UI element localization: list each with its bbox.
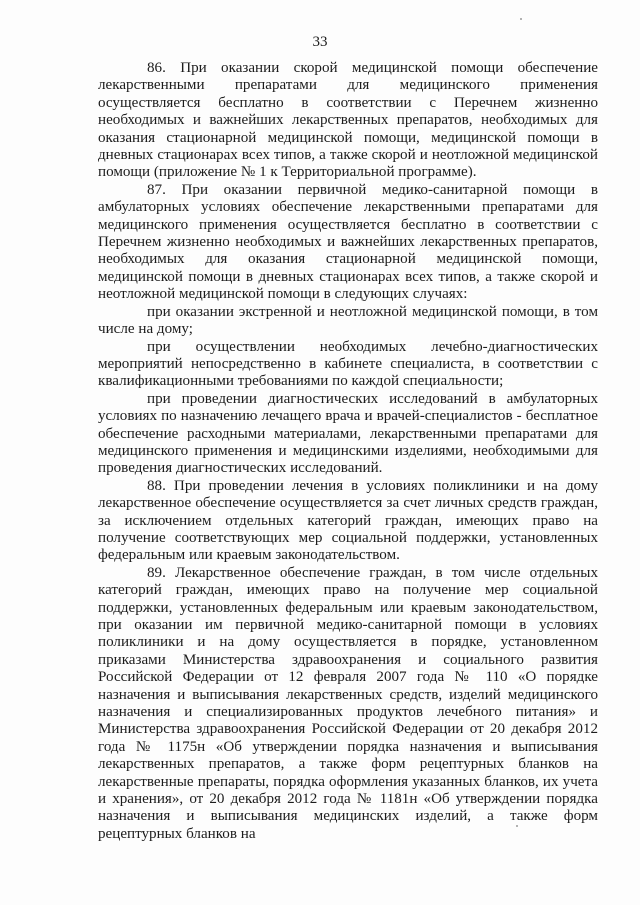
paragraph-87-case-emergency: при оказании экстренной и неотложной медицинской помощи, в том числе на дому; — [98, 303, 598, 338]
paragraph-87: 87. При оказании первичной медико-санитарной помощи в амбулаторных условиях обеспечение лекарственными препаратами для медицинского применения осуществляется бесплатно в соответствии с Перечнем жизненно необходимых и важнейших лекарственных препаратов, необходимых для оказания стационарной медицинской помощи, медицинской помощи в дневных стационарах всех типов, а также скорой и неотложной медицинской помощи в следующих случаях: — [98, 181, 598, 303]
paragraph-87-case-diagnostics: при проведении диагностических исследований в амбулаторных условиях по назначению лечащего врача и врачей-специалистов - бесплатное обеспечение расходными материалами, лекарственными препаратами для медицинского применения и медицинскими изделиями, необходимыми для проведения диагностических исследований. — [98, 390, 598, 477]
scan-speck — [516, 825, 518, 827]
scan-speck — [520, 18, 522, 20]
paragraph-89: 89. Лекарственное обеспечение граждан, в том числе отдельных категорий граждан, имеющих право на получение мер социальной поддержки, установленных федеральным или краевым законодательством, при оказании им первичной медико-санитарной помощи в условиях поликлиники и на дому осуществляется в порядке, установленном приказами Министерства здравоохранения и социального развития Российской Федерации от 12 февраля 2007 года № 110 «О порядке назначения и выписывания лекарственных средств, изделий медицинского назначения и специализированных продуктов лечебного питания» и Министерства здравоохранения Российской Федерации от 20 декабря 2012 года № 1175н «Об утверждении порядка назначения и выписывания лекарственных препаратов, а также форм рецептурных бланков на лекарственные препараты, порядка оформления указанных бланков, их учета и хранения», от 20 декабря 2012 года № 1181н «Об утверждении порядка назначения и выписывания медицинских изделий, а также форм рецептурных бланков на — [98, 564, 598, 842]
document-body — [98, 60, 598, 843]
paragraph-88: 88. При проведении лечения в условиях поликлиники и на дому лекарственное обеспечение осуществляется за счет личных средств граждан, за исключением отдельных категорий граждан, имеющих право на получение соответствующих мер социальной поддержки, установленных федеральным или краевым законодательством. — [98, 477, 598, 564]
paragraph-86: 86. При оказании скорой медицинской помощи обеспечение лекарственными препаратами для медицинского применения осуществляется бесплатно в соответствии с Перечнем жизненно необходимых и важнейших лекарственных препаратов, необходимых для оказания стационарной медицинской помощи, медицинской помощи в дневных стационарах всех типов, а также скорой и неотложной медицинской помощи (приложение № 1 к Территориальной программе). — [98, 60, 598, 181]
paragraph-87-case-specialist: при осуществлении необходимых лечебно-диагностических мероприятий непосредственно в кабинете специалиста, в соответствии с квалификационными требованиями по каждой специальности; — [98, 338, 598, 390]
page-number: 33 — [312, 34, 328, 50]
